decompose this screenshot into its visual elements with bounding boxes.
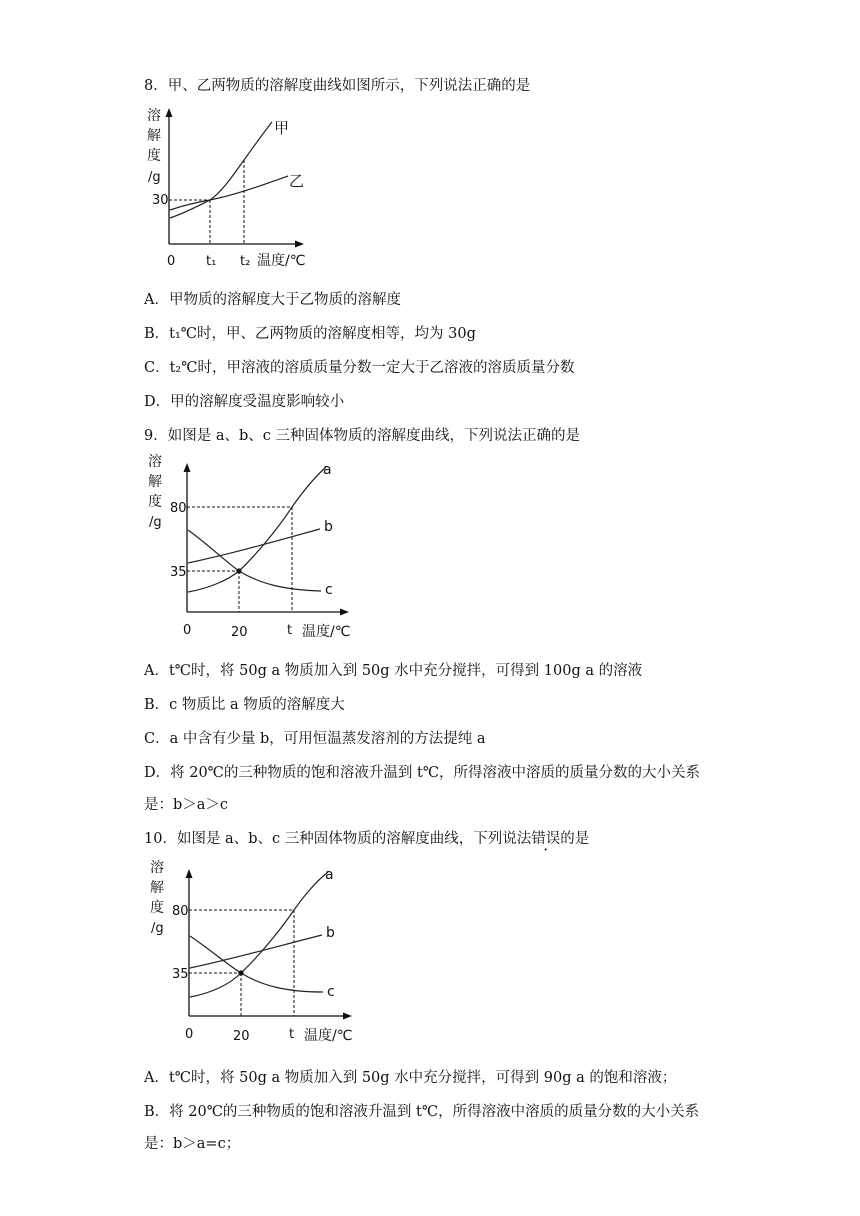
q9-ylabel-3: 度 bbox=[148, 494, 162, 510]
q8-ylabel-1: 溶 bbox=[147, 108, 161, 124]
q8-curve-jia-label: 甲 bbox=[274, 119, 290, 137]
q8-option-d: D．甲的溶解度受温度影响较小 bbox=[144, 394, 345, 410]
q8-x-t2: t₂ bbox=[240, 254, 251, 269]
q10-origin: 0 bbox=[185, 1027, 194, 1042]
q9-curve-a bbox=[188, 467, 326, 592]
q8-x-t1: t₁ bbox=[206, 254, 217, 269]
q9-solubility-graph bbox=[140, 454, 360, 646]
q10-curve-b-label: b bbox=[326, 925, 335, 941]
q10-xlabel: 温度/℃ bbox=[304, 1028, 353, 1044]
question-10-stem bbox=[144, 827, 589, 848]
q9-y-tick-35: 35 bbox=[170, 565, 187, 580]
q8-option-a: A．甲物质的溶解度大于乙物质的溶解度 bbox=[144, 292, 401, 308]
q9-option-b: B．c 物质比 a 物质的溶解度大 bbox=[144, 697, 345, 713]
q10-solubility-graph bbox=[140, 858, 360, 1050]
q10-x-20: 20 bbox=[233, 1029, 250, 1044]
question-8-stem: 8．甲、乙两物质的溶解度曲线如图所示，下列说法正确的是 bbox=[144, 78, 531, 94]
q10-x-t: t bbox=[289, 1027, 295, 1042]
q10-ylabel-1: 溶 bbox=[150, 860, 164, 876]
q9-x-axis-arrow bbox=[340, 609, 349, 616]
q10-ylabel-4: /g bbox=[151, 921, 164, 936]
q10-stem-before: 10．如图是 a、b、c 三种固体物质的溶解度曲线，下列说法 bbox=[144, 831, 532, 847]
q10-y-tick-35: 35 bbox=[172, 967, 189, 982]
q10-curve-b bbox=[190, 935, 322, 968]
q8-option-b: B．t₁℃时，甲、乙两物质的溶解度相等，均为 30g bbox=[144, 326, 476, 342]
q10-ylabel-2: 解 bbox=[150, 880, 164, 896]
q9-curve-b-label: b bbox=[324, 519, 333, 535]
q9-curve-c-label: c bbox=[325, 582, 333, 598]
q8-y-tick-30: 30 bbox=[152, 193, 169, 208]
q9-curve-c bbox=[188, 530, 321, 591]
q9-xlabel: 温度/℃ bbox=[302, 624, 351, 640]
q10-option-b-line2: 是：b＞a=c； bbox=[144, 1136, 241, 1152]
q9-ylabel-2: 解 bbox=[148, 474, 162, 490]
q10-x-axis-arrow bbox=[343, 1013, 352, 1020]
q9-ylabel-4: /g bbox=[149, 515, 162, 530]
q8-curve-yi-label: 乙 bbox=[289, 172, 305, 190]
q9-x-20: 20 bbox=[231, 625, 248, 640]
q9-option-d-line2: 是：b＞a＞c bbox=[144, 797, 229, 813]
q10-option-b-line1: B．将 20℃的三种物质的饱和溶液升温到 t℃，所得溶液中溶质的质量分数的大小关系 bbox=[144, 1104, 700, 1120]
q10-curve-a bbox=[190, 872, 328, 997]
q10-curve-c-label: c bbox=[327, 984, 335, 1000]
q8-option-c: C．t₂℃时，甲溶液的溶质质量分数一定大于乙溶液的溶质质量分数 bbox=[144, 360, 575, 376]
q8-origin: 0 bbox=[167, 254, 176, 269]
q9-curve-a-label: a bbox=[323, 462, 332, 478]
q10-stem-after: 的是 bbox=[560, 831, 590, 847]
q10-y-axis-arrow bbox=[186, 869, 193, 878]
q9-option-c: C．a 中含有少量 b，可用恒温蒸发溶剂的方法提纯 a bbox=[144, 731, 486, 747]
q9-x-t: t bbox=[287, 623, 293, 638]
q10-curve-a-label: a bbox=[325, 867, 334, 883]
q9-y-axis-arrow bbox=[184, 463, 191, 472]
q9-ylabel-1: 溶 bbox=[148, 454, 162, 470]
q10-intersection-point bbox=[238, 970, 243, 975]
q9-y-tick-80: 80 bbox=[170, 501, 187, 516]
q8-curve-jia bbox=[170, 122, 272, 218]
q8-ylabel-3: 度 bbox=[147, 148, 161, 164]
q10-option-a: A．t℃时，将 50g a 物质加入到 50g 水中充分搅拌，可得到 90g a 的饱和溶液； bbox=[144, 1070, 677, 1086]
q9-option-d-line1: D．将 20℃的三种物质的饱和溶液升温到 t℃，所得溶液中溶质的质量分数的大小关系 bbox=[144, 765, 701, 781]
q9-option-a: A．t℃时，将 50g a 物质加入到 50g 水中充分搅拌，可得到 100g a 的溶液 bbox=[144, 663, 643, 679]
q10-stem-emphasis bbox=[531, 831, 560, 847]
question-9-stem: 9．如图是 a、b、c 三种固体物质的溶解度曲线，下列说法正确的是 bbox=[144, 428, 580, 444]
q8-xlabel: 温度/℃ bbox=[257, 253, 306, 269]
q8-y-axis-arrow bbox=[166, 108, 173, 117]
q10-y-tick-80: 80 bbox=[172, 904, 189, 919]
q8-x-axis-arrow bbox=[295, 241, 304, 248]
q10-ylabel-3: 度 bbox=[150, 900, 164, 916]
q9-origin: 0 bbox=[183, 623, 192, 638]
q8-ylabel-2: 解 bbox=[147, 128, 161, 144]
q10-stem-emph-text: 错误 bbox=[531, 831, 561, 847]
q8-ylabel-4: /g bbox=[148, 170, 161, 185]
q8-solubility-graph bbox=[140, 100, 320, 272]
q9-intersection-point bbox=[236, 568, 241, 573]
